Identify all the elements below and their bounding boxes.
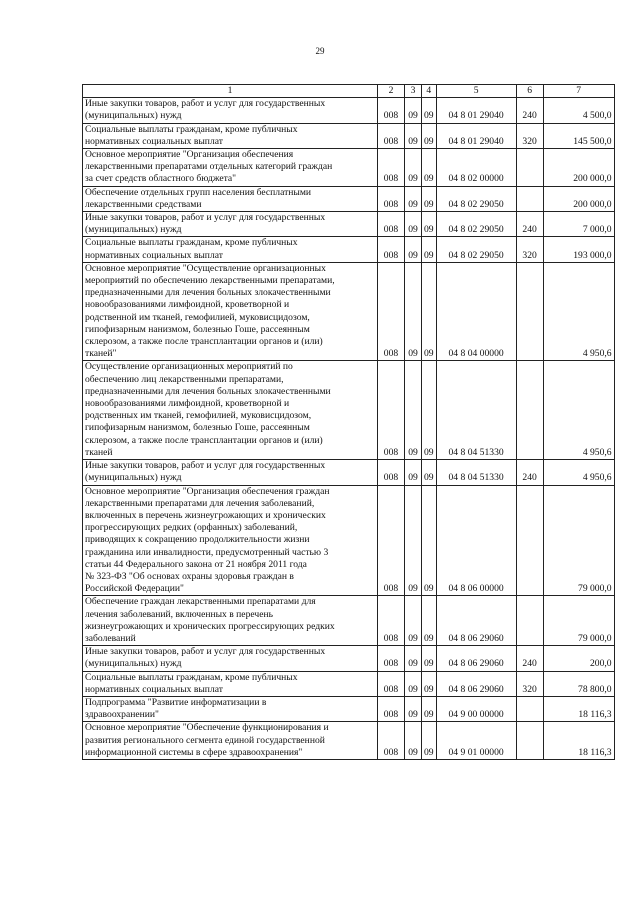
row-name-line: родственной им тканей, гемофилией, муковисцидозом, — [85, 311, 310, 323]
section-cell: 09 — [405, 485, 422, 596]
row-name-line: Основное мероприятие "Осуществление организационных — [85, 262, 326, 274]
row-name-line: (муниципальных) нужд — [85, 110, 182, 122]
row-name-line: Подпрограмма "Развитие информатизации в — [85, 696, 267, 708]
row-name-cell — [83, 596, 378, 646]
target-article-cell: 04 8 04 51330 — [436, 460, 516, 485]
expense-type-cell — [516, 596, 543, 646]
section-cell: 09 — [405, 696, 422, 721]
row-name-line: гипофизарным нанизмом, болезнью Гоше, рассеянным — [85, 323, 310, 335]
row-name-line: информационной системы в сфере здравоохранения" — [85, 746, 303, 758]
subsection-cell: 09 — [422, 262, 437, 361]
ministry-code-cell: 008 — [378, 98, 405, 123]
amount-cell: 145 500,0 — [543, 123, 614, 148]
amount-cell: 200 000,0 — [543, 149, 614, 187]
row-name-line: мероприятий по обеспечению лекарственными препаратами, — [85, 275, 335, 287]
row-name-line: Иные закупки товаров, работ и услуг для государственных — [85, 646, 326, 658]
subsection-cell: 09 — [422, 186, 437, 211]
target-article-cell: 04 8 06 29060 — [436, 646, 516, 671]
row-name-line: склерозом, а также после трансплантации органов и (или) — [85, 336, 323, 348]
row-name-line: заболеваний — [85, 632, 136, 644]
section-cell: 09 — [405, 186, 422, 211]
section-cell: 09 — [405, 212, 422, 237]
subsection-cell: 09 — [422, 460, 437, 485]
row-name-cell — [83, 98, 378, 123]
target-article-cell: 04 8 02 29050 — [436, 237, 516, 262]
target-article-cell: 04 8 02 29050 — [436, 212, 516, 237]
section-cell: 09 — [405, 460, 422, 485]
ministry-code-cell: 008 — [378, 262, 405, 361]
table-row — [83, 98, 615, 123]
page-number: 29 — [315, 46, 325, 56]
table-row — [83, 696, 615, 721]
expense-type-cell — [516, 696, 543, 721]
table-header-row — [83, 85, 615, 98]
table-row — [83, 361, 615, 460]
target-article-cell: 04 8 06 29060 — [436, 596, 516, 646]
row-name-cell — [83, 186, 378, 211]
amount-cell: 18 116,3 — [543, 696, 614, 721]
table-row — [83, 123, 615, 148]
target-article-cell: 04 8 06 29060 — [436, 671, 516, 696]
row-name-line: гражданина или инвалидности, предусмотренный частью 3 — [85, 546, 329, 558]
expense-type-cell: 320 — [516, 123, 543, 148]
amount-cell: 200 000,0 — [543, 186, 614, 211]
target-article-cell: 04 8 01 29040 — [436, 123, 516, 148]
table-row — [83, 671, 615, 696]
subsection-cell: 09 — [422, 149, 437, 187]
expense-type-cell: 320 — [516, 237, 543, 262]
row-name-cell — [83, 149, 378, 187]
row-name-cell — [83, 485, 378, 596]
header-cell: 3 — [405, 85, 422, 98]
header-cell: 1 — [83, 85, 378, 98]
expense-type-cell — [516, 149, 543, 187]
row-name-line: нормативных социальных выплат — [85, 683, 223, 695]
row-name-line: обеспечению лиц лекарственными препаратами, — [85, 373, 284, 385]
row-name-line: нормативных социальных выплат — [85, 249, 223, 261]
expense-type-cell — [516, 485, 543, 596]
target-article-cell: 04 8 02 00000 — [436, 149, 516, 187]
row-name-cell — [83, 696, 378, 721]
ministry-code-cell: 008 — [378, 149, 405, 187]
table-row — [83, 596, 615, 646]
row-name-line: включенных в перечень жизнеугрожающих и хронических — [85, 509, 326, 521]
row-name-line: предназначенными для лечения больных злокачественными — [85, 287, 331, 299]
row-name-cell — [83, 123, 378, 148]
row-name-line: тканей — [85, 446, 113, 458]
row-name-line: Иные закупки товаров, работ и услуг для государственных — [85, 460, 326, 472]
header-cell: 7 — [543, 85, 614, 98]
row-name-cell — [83, 212, 378, 237]
header-cell: 4 — [422, 85, 437, 98]
subsection-cell: 09 — [422, 646, 437, 671]
row-name-line: лекарственными препаратами для лечения заболеваний, — [85, 497, 315, 509]
subsection-cell: 09 — [422, 696, 437, 721]
row-name-line: нормативных социальных выплат — [85, 135, 223, 147]
expense-type-cell — [516, 722, 543, 760]
row-name-line: (муниципальных) нужд — [85, 472, 182, 484]
expense-type-cell: 240 — [516, 212, 543, 237]
target-article-cell: 04 9 01 00000 — [436, 722, 516, 760]
subsection-cell: 09 — [422, 212, 437, 237]
budget-table — [82, 84, 615, 760]
expense-type-cell: 320 — [516, 671, 543, 696]
row-name-line: Основное мероприятие "Обеспечение функционирования и — [85, 722, 329, 734]
row-name-line: новообразованиями лимфоидной, кроветворной и — [85, 299, 290, 311]
target-article-cell: 04 9 00 00000 — [436, 696, 516, 721]
row-name-line: Обеспечение граждан лекарственными препаратами для — [85, 596, 316, 608]
section-cell: 09 — [405, 149, 422, 187]
row-name-line: Российской Федерации" — [85, 583, 184, 595]
row-name-cell — [83, 237, 378, 262]
ministry-code-cell: 008 — [378, 212, 405, 237]
row-name-line: Иные закупки товаров, работ и услуг для государственных — [85, 98, 326, 110]
table-row — [83, 646, 615, 671]
amount-cell: 4 950,6 — [543, 361, 614, 460]
row-name-cell — [83, 262, 378, 361]
row-name-line: Социальные выплаты гражданам, кроме публичных — [85, 123, 298, 135]
row-name-line: № 323-ФЗ "Об основах охраны здоровья граждан в — [85, 570, 294, 582]
amount-cell: 4 950,6 — [543, 460, 614, 485]
section-cell: 09 — [405, 237, 422, 262]
amount-cell: 18 116,3 — [543, 722, 614, 760]
subsection-cell: 09 — [422, 98, 437, 123]
ministry-code-cell: 008 — [378, 460, 405, 485]
section-cell: 09 — [405, 123, 422, 148]
row-name-line: лекарственными средствами — [85, 198, 202, 210]
row-name-line: за счет средств областного бюджета" — [85, 173, 237, 185]
subsection-cell: 09 — [422, 123, 437, 148]
row-name-line: прогрессирующих редких (орфанных) заболеваний, — [85, 522, 298, 534]
table-row — [83, 262, 615, 361]
expense-type-cell: 240 — [516, 98, 543, 123]
row-name-cell — [83, 460, 378, 485]
amount-cell: 193 000,0 — [543, 237, 614, 262]
subsection-cell: 09 — [422, 722, 437, 760]
row-name-line: Иные закупки товаров, работ и услуг для государственных — [85, 212, 326, 224]
target-article-cell: 04 8 04 51330 — [436, 361, 516, 460]
ministry-code-cell: 008 — [378, 237, 405, 262]
subsection-cell: 09 — [422, 671, 437, 696]
row-name-line: склерозом, а также после трансплантации органов и (или) — [85, 434, 323, 446]
row-name-line: жизнеугрожающих и хронических прогрессирующих редких — [85, 620, 335, 632]
target-article-cell: 04 8 02 29050 — [436, 186, 516, 211]
subsection-cell: 09 — [422, 237, 437, 262]
row-name-line: Осуществление организационных мероприятий по — [85, 361, 293, 373]
ministry-code-cell: 008 — [378, 485, 405, 596]
row-name-line: Обеспечение отдельных групп населения бесплатными — [85, 186, 312, 198]
section-cell: 09 — [405, 671, 422, 696]
header-cell: 5 — [436, 85, 516, 98]
subsection-cell: 09 — [422, 361, 437, 460]
header-cell: 6 — [516, 85, 543, 98]
section-cell: 09 — [405, 262, 422, 361]
row-name-cell — [83, 361, 378, 460]
target-article-cell: 04 8 01 29040 — [436, 98, 516, 123]
row-name-line: (муниципальных) нужд — [85, 224, 182, 236]
ministry-code-cell: 008 — [378, 596, 405, 646]
amount-cell: 7 000,0 — [543, 212, 614, 237]
section-cell: 09 — [405, 596, 422, 646]
row-name-line: предназначенными для лечения больных злокачественными — [85, 385, 331, 397]
amount-cell: 79 000,0 — [543, 485, 614, 596]
row-name-line: Социальные выплаты гражданам, кроме публичных — [85, 671, 298, 683]
row-name-line: развития регионального сегмента единой государственной — [85, 734, 325, 746]
row-name-line: гипофизарным нанизмом, болезнью Гоше, рассеянным — [85, 422, 310, 434]
amount-cell: 79 000,0 — [543, 596, 614, 646]
section-cell: 09 — [405, 361, 422, 460]
row-name-line: лекарственными препаратами отдельных категорий граждан — [85, 161, 333, 173]
target-article-cell: 04 8 06 00000 — [436, 485, 516, 596]
ministry-code-cell: 008 — [378, 671, 405, 696]
row-name-line: тканей" — [85, 348, 117, 360]
row-name-line: приводящих к сокращению продолжительности жизни — [85, 534, 310, 546]
table-row — [83, 237, 615, 262]
ministry-code-cell: 008 — [378, 123, 405, 148]
section-cell: 09 — [405, 98, 422, 123]
row-name-line: родственных им тканей, гемофилией, муковисцидозом, — [85, 410, 312, 422]
row-name-line: здравоохранении" — [85, 709, 159, 721]
amount-cell: 4 500,0 — [543, 98, 614, 123]
row-name-line: (муниципальных) нужд — [85, 658, 182, 670]
row-name-line: новообразованиями лимфоидной, кроветворной и — [85, 398, 290, 410]
row-name-line: Социальные выплаты гражданам, кроме публичных — [85, 237, 298, 249]
header-cell: 2 — [378, 85, 405, 98]
row-name-line: лечения заболеваний, включенных в перечень — [85, 608, 273, 620]
ministry-code-cell: 008 — [378, 722, 405, 760]
amount-cell: 200,0 — [543, 646, 614, 671]
ministry-code-cell: 008 — [378, 646, 405, 671]
subsection-cell: 09 — [422, 596, 437, 646]
subsection-cell: 09 — [422, 485, 437, 596]
row-name-line: Основное мероприятие "Организация обеспечения граждан — [85, 485, 330, 497]
row-name-cell — [83, 646, 378, 671]
ministry-code-cell: 008 — [378, 361, 405, 460]
table-row — [83, 149, 615, 187]
table-row — [83, 212, 615, 237]
amount-cell: 4 950,6 — [543, 262, 614, 361]
expense-type-cell: 240 — [516, 646, 543, 671]
table-row — [83, 186, 615, 211]
table-row — [83, 485, 615, 596]
row-name-line: статьи 44 Федерального закона от 21 ноября 2011 года — [85, 558, 307, 570]
section-cell: 09 — [405, 646, 422, 671]
expense-type-cell — [516, 186, 543, 211]
ministry-code-cell: 008 — [378, 696, 405, 721]
row-name-cell — [83, 671, 378, 696]
row-name-cell — [83, 722, 378, 760]
section-cell: 09 — [405, 722, 422, 760]
amount-cell: 78 800,0 — [543, 671, 614, 696]
row-name-line: Основное мероприятие "Организация обеспечения — [85, 149, 294, 161]
table-row — [83, 460, 615, 485]
table-row — [83, 722, 615, 760]
expense-type-cell — [516, 262, 543, 361]
ministry-code-cell: 008 — [378, 186, 405, 211]
target-article-cell: 04 8 04 00000 — [436, 262, 516, 361]
expense-type-cell — [516, 361, 543, 460]
expense-type-cell: 240 — [516, 460, 543, 485]
